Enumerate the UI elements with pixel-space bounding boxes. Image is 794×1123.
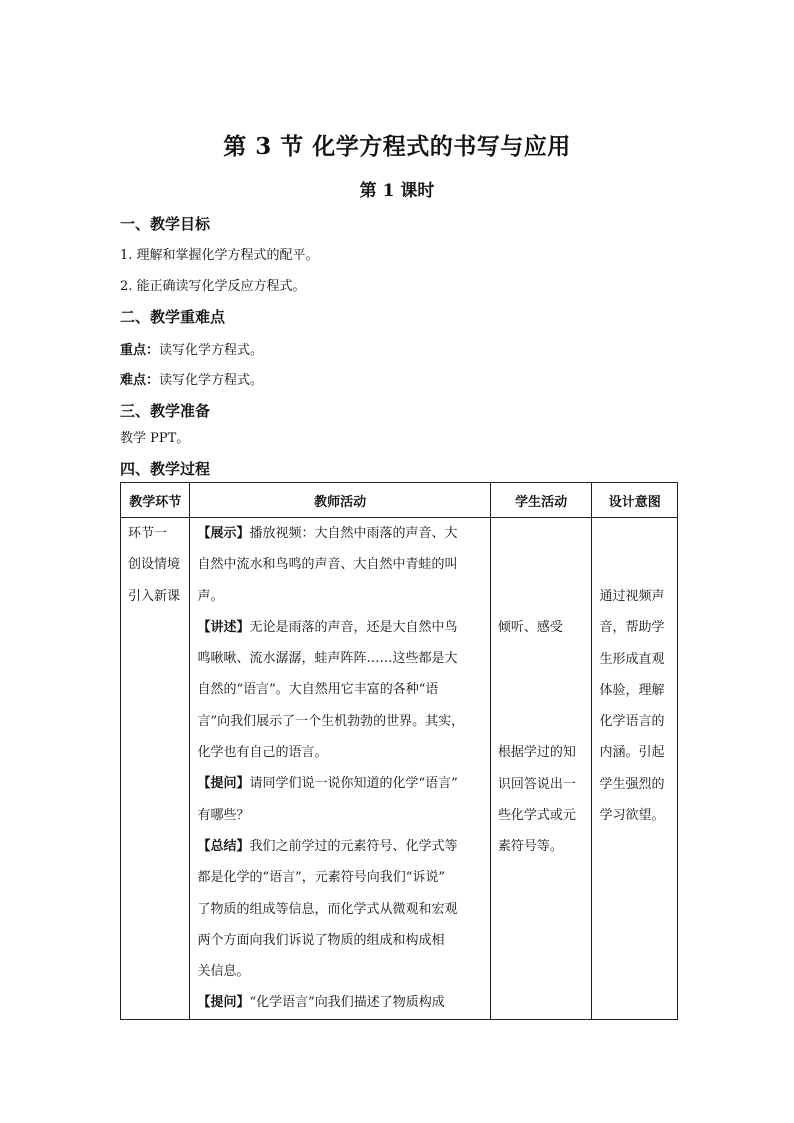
design-line: 体验，理解 [599,682,665,698]
teaching-process-table [120,482,678,1020]
teacher-line: 两个方面向我们诉说了物质的组成和构成相 [197,932,445,948]
teacher-line: 【讲述】无论是雨落的声音，还是大自然中鸟 [197,619,458,635]
lesson-subtitle: 第 1 课时 [359,181,435,201]
teacher-line: 都是化学的“语言”，元素符号向我们“诉说” [197,870,446,886]
teacher-line: 声。 [197,588,224,604]
teacher-line: 关信息。 [197,964,250,980]
teacher-line: 【提问】“化学语言”向我们描述了物质构成 [197,995,445,1011]
design-line: 化学语言的 [599,714,665,730]
teacher-line: 自然中流水和鸟鸣的声音、大自然中青蛙的叫 [197,557,458,573]
header-teacher: 教师活动 [190,483,490,518]
teacher-line: 【提问】请同学们说一说你知道的化学“语言” [197,776,458,792]
teacher-line: 了物质的组成等信息，而化学式从微观和宏观 [197,901,458,917]
student-line: 些化学式或元 [497,807,576,823]
difficult-point [120,369,263,388]
teacher-line: 化学也有自己的语言。 [197,745,328,761]
activity-tag: 【展示】 [197,526,250,541]
design-intent-cell [592,518,678,1020]
activity-tag: 【讲述】 [197,619,250,635]
activity-tag: 【提问】 [197,995,250,1011]
preparation-text: 教学 PPT。 [120,431,190,446]
teacher-line: 【总结】我们之前学过的元素符号、化学式等 [197,838,458,854]
header-stage: 教学环节 [121,483,190,518]
section-heading-preparation: 三、教学准备 [120,402,211,420]
student-line: 识回答说出一 [497,776,576,792]
stage-line: 环节一 [128,526,168,541]
student-line: 根据学过的知 [497,745,576,761]
key-point-text: 读写化学方程式。 [159,343,264,358]
stage-line: 创设情境 [128,557,181,573]
activity-tag: 【提问】 [197,776,250,792]
header-student: 学生活动 [490,483,592,518]
student-line: 素符号等。 [497,839,563,855]
design-line: 音，帮助学 [599,620,665,636]
section-heading-process: 四、教学过程 [120,460,211,478]
student-line: 倾听、感受 [497,620,563,635]
design-line: 学习欲望。 [599,808,665,824]
difficult-point-label: 难点： [120,373,160,388]
teacher-activity-cell [190,518,490,1020]
design-line: 通过视频声 [599,589,665,604]
table-row [121,518,678,1020]
design-line: 生形成直观 [599,651,665,667]
difficult-point-text: 读写化学方程式。 [159,373,264,388]
stage-line: 引入新课 [128,588,181,604]
page-title: 第 3 节 化学方程式的书写与应用 [223,133,571,160]
teacher-line: 言”向我们展示了一个生机勃勃的世界。其实， [197,713,465,729]
teacher-line: 鸣啾啾、流水潺潺，蛙声阵阵……这些都是大 [197,651,458,667]
stage-cell [121,518,190,1020]
design-line: 内涵。引起 [599,745,665,761]
section-heading-keypoints: 二、教学重难点 [120,308,226,326]
teacher-line: 【展示】播放视频：大自然中雨落的声音、大 [197,526,458,541]
student-activity-cell [490,518,592,1020]
section-heading-objectives: 一、教学目标 [120,215,211,233]
objective-item-1: 1. 理解和掌握化学方程式的配平。 [120,248,319,263]
key-point [120,339,263,358]
teacher-line: 有哪些？ [197,807,250,823]
table-header-row [121,483,678,518]
activity-tag: 【总结】 [197,838,250,854]
design-line: 学生强烈的 [599,776,665,792]
key-point-label: 重点： [120,343,160,358]
objective-item-2: 2. 能正确读写化学反应方程式。 [120,279,306,294]
header-design: 设计意图 [592,483,678,518]
teacher-line: 自然的“语言”。大自然用它丰富的各种“语 [197,682,439,698]
